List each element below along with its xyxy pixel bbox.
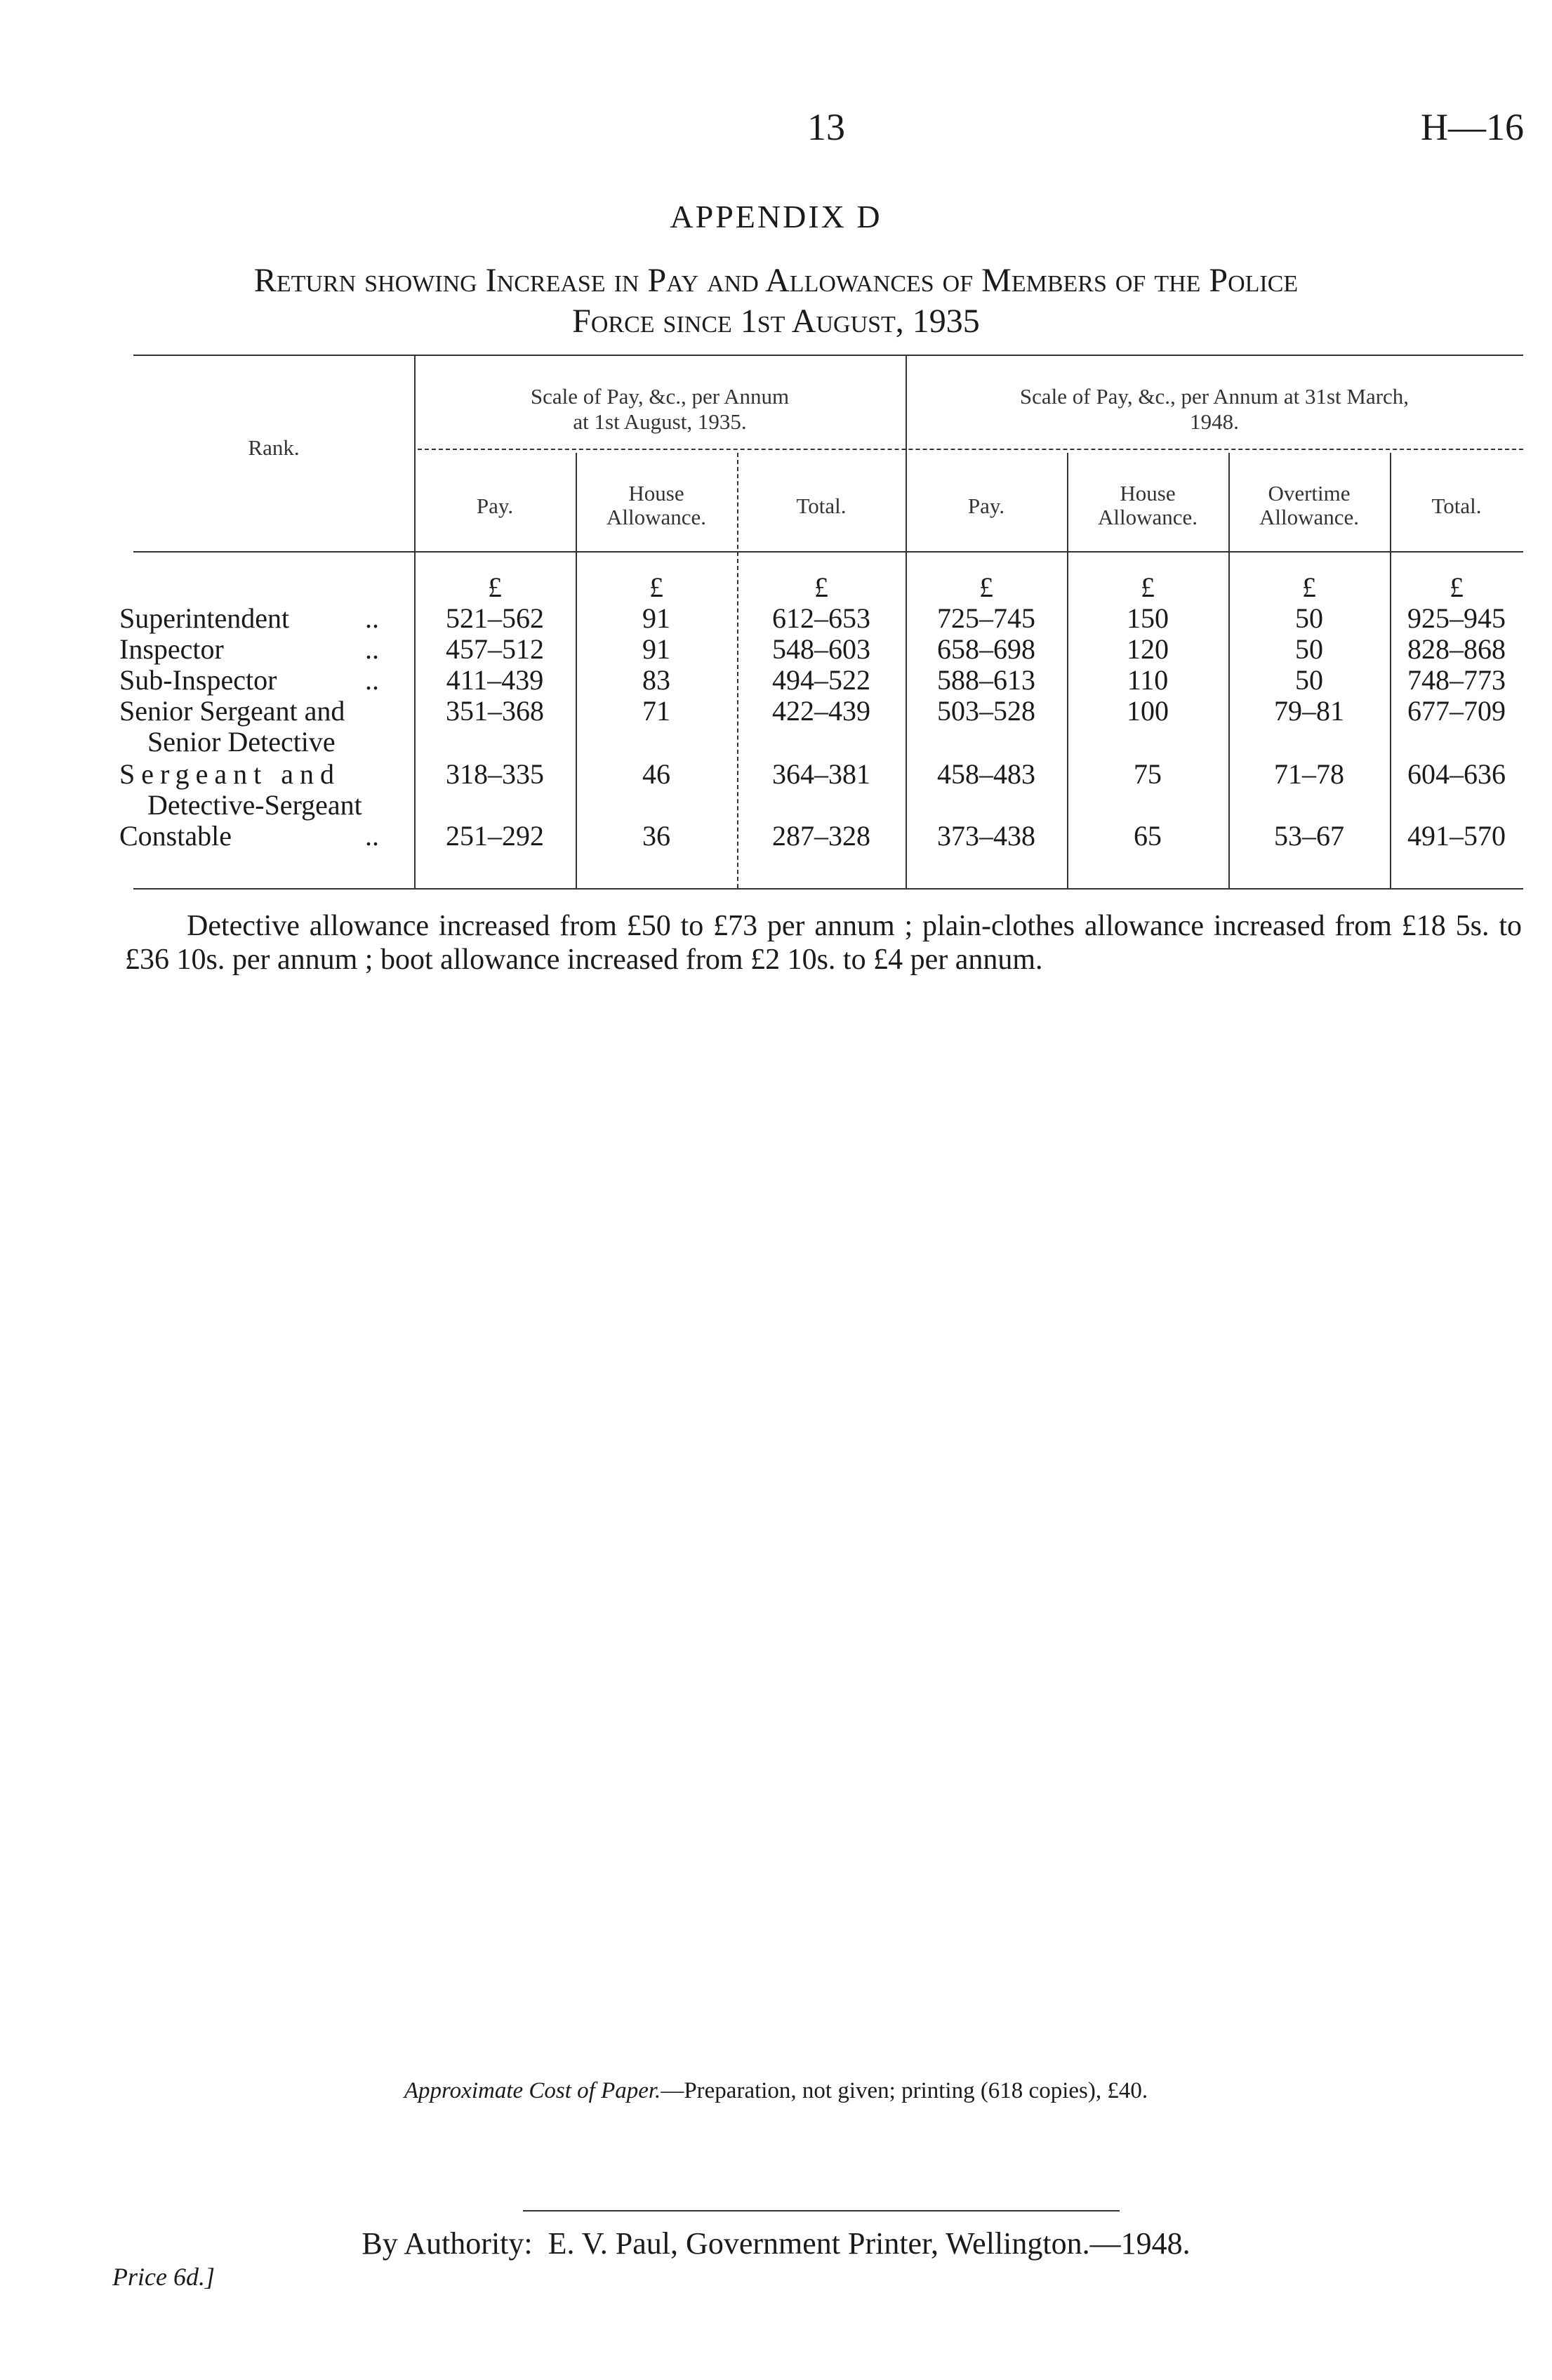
currency-overtime1948: £ (1302, 571, 1316, 603)
rank-cell-continued: Detective-Sergeant (147, 789, 362, 821)
header-overtime-1948-l2: Allowance. (1259, 505, 1360, 529)
house-1948-cell: 75 (1134, 758, 1162, 790)
total-1948-cell: 677–709 (1407, 695, 1506, 727)
header-1948-l2: 1948. (1190, 409, 1239, 434)
pay-1948-cell: 503–528 (937, 695, 1035, 727)
house-1935-cell: 71 (642, 695, 670, 727)
rank-cell: Senior Sergeant and (119, 695, 345, 727)
total-1935-cell: 548–603 (772, 633, 870, 665)
header-pay-1948: Pay. (967, 494, 1005, 518)
overtime-1948-cell: 50 (1295, 633, 1323, 665)
overtime-1948-cell: 71–78 (1274, 758, 1344, 790)
total-1935-cell: 364–381 (772, 758, 870, 790)
leader-dots: .. (365, 633, 379, 665)
header-rank: Rank. (248, 435, 300, 460)
house-1935-cell: 83 (642, 664, 670, 696)
currency-house1948: £ (1141, 571, 1155, 603)
total-1948-cell: 748–773 (1407, 664, 1506, 696)
total-1935-cell: 287–328 (772, 820, 870, 852)
header-pay-1935: Pay. (476, 494, 514, 518)
currency-total1948: £ (1450, 571, 1464, 603)
currency-total1935: £ (814, 571, 828, 603)
rank-cell: Sub-Inspector (119, 664, 277, 696)
header-house-1948-l2: Allowance. (1097, 505, 1198, 529)
pay-1935-cell: 251–292 (446, 820, 544, 852)
cost-label: Approximate Cost of Paper. (404, 2078, 661, 2103)
overtime-1948-cell: 50 (1295, 602, 1323, 634)
pay-1948-cell: 458–483 (937, 758, 1035, 790)
total-1948-cell: 925–945 (1407, 602, 1506, 634)
pay-1935-cell: 351–368 (446, 695, 544, 727)
rank-cell: Sergeant and (119, 758, 340, 790)
overtime-1948-cell: 50 (1295, 664, 1323, 696)
house-1935-cell: 91 (642, 633, 670, 665)
currency-pay1935: £ (488, 571, 502, 603)
cost-of-paper (0, 2078, 1552, 2104)
table-top-rule (133, 355, 1523, 356)
header-total-1948: Total. (1431, 494, 1482, 518)
rank-cell: Inspector (119, 633, 224, 665)
house-1948-cell: 100 (1127, 695, 1169, 727)
imprint-suffix: Government Printer, Wellington.—1948. (686, 2226, 1190, 2261)
pay-table (105, 355, 1523, 888)
total-1935-cell: 422–439 (772, 695, 870, 727)
allowance-note: Detective allowance increased from £50 to £73 per annum ; plain-clothes allowance increased from £18 5s. to £36 10s. per annum ; boot allowance increased from £2 10s. to £4 per annum. (125, 910, 1522, 976)
pay-1935-cell: 457–512 (446, 633, 544, 665)
appendix-title: APPENDIX D (670, 199, 882, 234)
rank-cell-continued: Senior Detective (147, 726, 336, 758)
leader-dots: .. (365, 820, 379, 852)
pay-1935-cell: 521–562 (446, 602, 544, 634)
pay-1948-cell: 588–613 (937, 664, 1035, 696)
pay-1935-cell: 318–335 (446, 758, 544, 790)
total-1948-cell: 491–570 (1407, 820, 1506, 852)
page-number: 13 (807, 106, 845, 148)
pay-1935-cell: 411–439 (446, 664, 544, 696)
rank-cell: Superintendent (119, 602, 290, 634)
imprint-rule (523, 2210, 1120, 2212)
house-1948-cell: 120 (1127, 633, 1169, 665)
header-total-1935: Total. (796, 494, 847, 518)
house-1935-cell: 46 (642, 758, 670, 790)
header-house-1935-l1: House (628, 481, 684, 505)
subtitle-line-1: Return showing Increase in Pay and Allowances of Members of the Police (253, 262, 1299, 299)
table-bottom-rule (133, 888, 1523, 890)
header-1935-l2: at 1st August, 1935. (573, 409, 747, 434)
house-1948-cell: 65 (1134, 820, 1162, 852)
leader-dots: .. (365, 664, 379, 696)
header-overtime-1948-l1: Overtime (1268, 481, 1351, 505)
imprint-name: E. V. Paul, (548, 2226, 679, 2261)
pay-1948-cell: 373–438 (937, 820, 1035, 852)
pay-1948-cell: 658–698 (937, 633, 1035, 665)
currency-pay1948: £ (979, 571, 993, 603)
total-1935-cell: 612–653 (772, 602, 870, 634)
header-bottom-rule (133, 551, 1523, 553)
header-mid-rule (418, 449, 1523, 450)
house-1935-cell: 91 (642, 602, 670, 634)
house-1948-cell: 150 (1127, 602, 1169, 634)
total-1948-cell: 604–636 (1407, 758, 1506, 790)
header-house-1935-l2: Allowance. (606, 505, 707, 529)
imprint-prefix: By Authority: (362, 2226, 533, 2261)
document-code: H—16 (1421, 106, 1524, 148)
pay-1948-cell: 725–745 (937, 602, 1035, 634)
house-1935-cell: 36 (642, 820, 670, 852)
total-1948-cell: 828–868 (1407, 633, 1506, 665)
leader-dots: .. (365, 602, 379, 634)
overtime-1948-cell: 53–67 (1274, 820, 1344, 852)
currency-house1935: £ (649, 571, 663, 603)
rank-cell: Constable (119, 820, 232, 852)
price: Price 6d.] (112, 2263, 215, 2291)
overtime-1948-cell: 79–81 (1274, 695, 1344, 727)
subtitle-line-2: Force since 1st August, 1935 (572, 303, 980, 340)
header-1935-l1: Scale of Pay, &c., per Annum (530, 384, 790, 409)
header-1948-l1: Scale of Pay, &c., per Annum at 31st March, (1019, 384, 1410, 409)
total-1935-cell: 494–522 (772, 664, 870, 696)
cost-text: —Preparation, not given; printing (618 copies), £40. (661, 2078, 1148, 2103)
header-house-1948-l1: House (1120, 481, 1176, 505)
printer-imprint (0, 2226, 1552, 2261)
house-1948-cell: 110 (1127, 664, 1169, 696)
